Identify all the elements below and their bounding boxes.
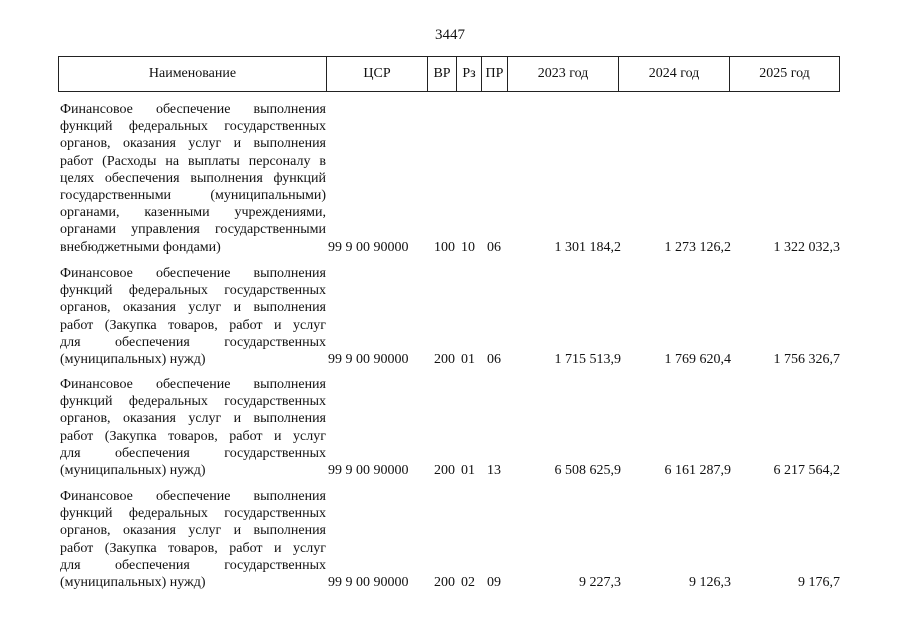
row-rz: 02: [461, 575, 475, 590]
row-csr: 99 9 00 90000: [328, 352, 409, 367]
row-2023: 9 227,3: [579, 575, 621, 590]
row-2024: 1 769 620,4: [664, 352, 731, 367]
row-2024: 1 273 126,2: [664, 239, 731, 255]
row-name-line: органов, оказания услуг и выполнения: [60, 523, 326, 539]
row-name-line: целях обеспечения выполнения функций: [60, 170, 326, 186]
row-2025: 1 322 032,3: [773, 239, 840, 255]
row-name-line: работ (Расходы на выплаты персоналу в: [60, 153, 326, 169]
row-pr: 06: [487, 239, 501, 255]
row-name-line: функций федеральных государственных: [60, 394, 326, 410]
row-name-line: для обеспечения государственных: [60, 445, 326, 461]
row-2023: 6 508 625,9: [554, 463, 621, 478]
row-rz: 01: [461, 463, 475, 478]
row-name-line: (муниципальных) нужд): [60, 352, 206, 368]
page-number: 3447: [435, 27, 465, 43]
row-name-line: для обеспечения государственных: [60, 334, 326, 350]
row-2024: 6 161 287,9: [664, 463, 731, 478]
header-vr: ВР: [428, 57, 457, 91]
row-name-line: функций федеральных государственных: [60, 119, 326, 135]
row-name-line: органами, казенными учреждениями,: [60, 205, 326, 221]
row-name: [60, 376, 326, 479]
row-name-line: Финансовое обеспечение выполнения: [60, 489, 326, 504]
row-name-line: работ (Закупка товаров, работ и услуг: [60, 428, 326, 444]
row-name-line: внебюджетными фондами): [60, 239, 221, 255]
row-rz: 10: [461, 239, 475, 255]
row-name-line: органов, оказания услуг и выполнения: [60, 411, 326, 427]
row-2024: 9 126,3: [689, 575, 731, 590]
row-name: [60, 265, 326, 368]
row-name-line: (муниципальных) нужд): [60, 463, 206, 479]
row-pr: 09: [487, 575, 501, 590]
row-2023: 1 301 184,2: [554, 239, 621, 255]
row-name-line: функций федеральных государственных: [60, 283, 326, 299]
row-name-line: органов, оказания услуг и выполнения: [60, 300, 326, 316]
row-name-line: государственными (муниципальными): [60, 188, 326, 204]
row-name-line: Финансовое обеспечение выполнения: [60, 377, 326, 392]
header-2023: 2023 год: [508, 57, 619, 91]
row-2025: 1 756 326,7: [773, 352, 840, 367]
row-name-line: Финансовое обеспечение выполнения: [60, 266, 326, 281]
row-pr: 13: [487, 463, 501, 478]
header-2025: 2025 год: [759, 66, 810, 81]
header-name: Наименование: [59, 57, 327, 91]
row-vr: 200: [434, 575, 455, 590]
row-name-line: органов, оказания услуг и выполнения: [60, 136, 326, 152]
header-rz: Рз: [457, 57, 482, 91]
row-rz: 01: [461, 352, 475, 367]
row-name-line: Финансовое обеспечение выполнения: [60, 102, 326, 117]
header-2024: 2024 год: [619, 57, 730, 91]
row-name-line: работ (Закупка товаров, работ и услуг: [60, 540, 326, 556]
row-pr: 06: [487, 352, 501, 367]
row-vr: 200: [434, 463, 455, 478]
row-name-line: для обеспечения государственных: [60, 557, 326, 573]
row-name-line: работ (Закупка товаров, работ и услуг: [60, 317, 326, 333]
header-pr: ПР: [482, 57, 508, 91]
row-name-line: функций федеральных государственных: [60, 506, 326, 522]
table-header: [58, 56, 840, 92]
row-2023: 1 715 513,9: [554, 352, 621, 367]
row-csr: 99 9 00 90000: [328, 575, 409, 590]
row-name-line: (муниципальных) нужд): [60, 575, 206, 591]
row-vr: 200: [434, 352, 455, 367]
row-csr: 99 9 00 90000: [328, 239, 409, 255]
row-2025: 9 176,7: [798, 575, 840, 590]
row-name: [60, 488, 326, 591]
header-csr: ЦСР: [327, 57, 428, 91]
row-name: [60, 101, 326, 256]
row-csr: 99 9 00 90000: [328, 463, 409, 478]
row-2025: 6 217 564,2: [773, 463, 840, 478]
row-name-line: органами управления государственными: [60, 222, 326, 238]
row-vr: 100: [434, 239, 455, 255]
